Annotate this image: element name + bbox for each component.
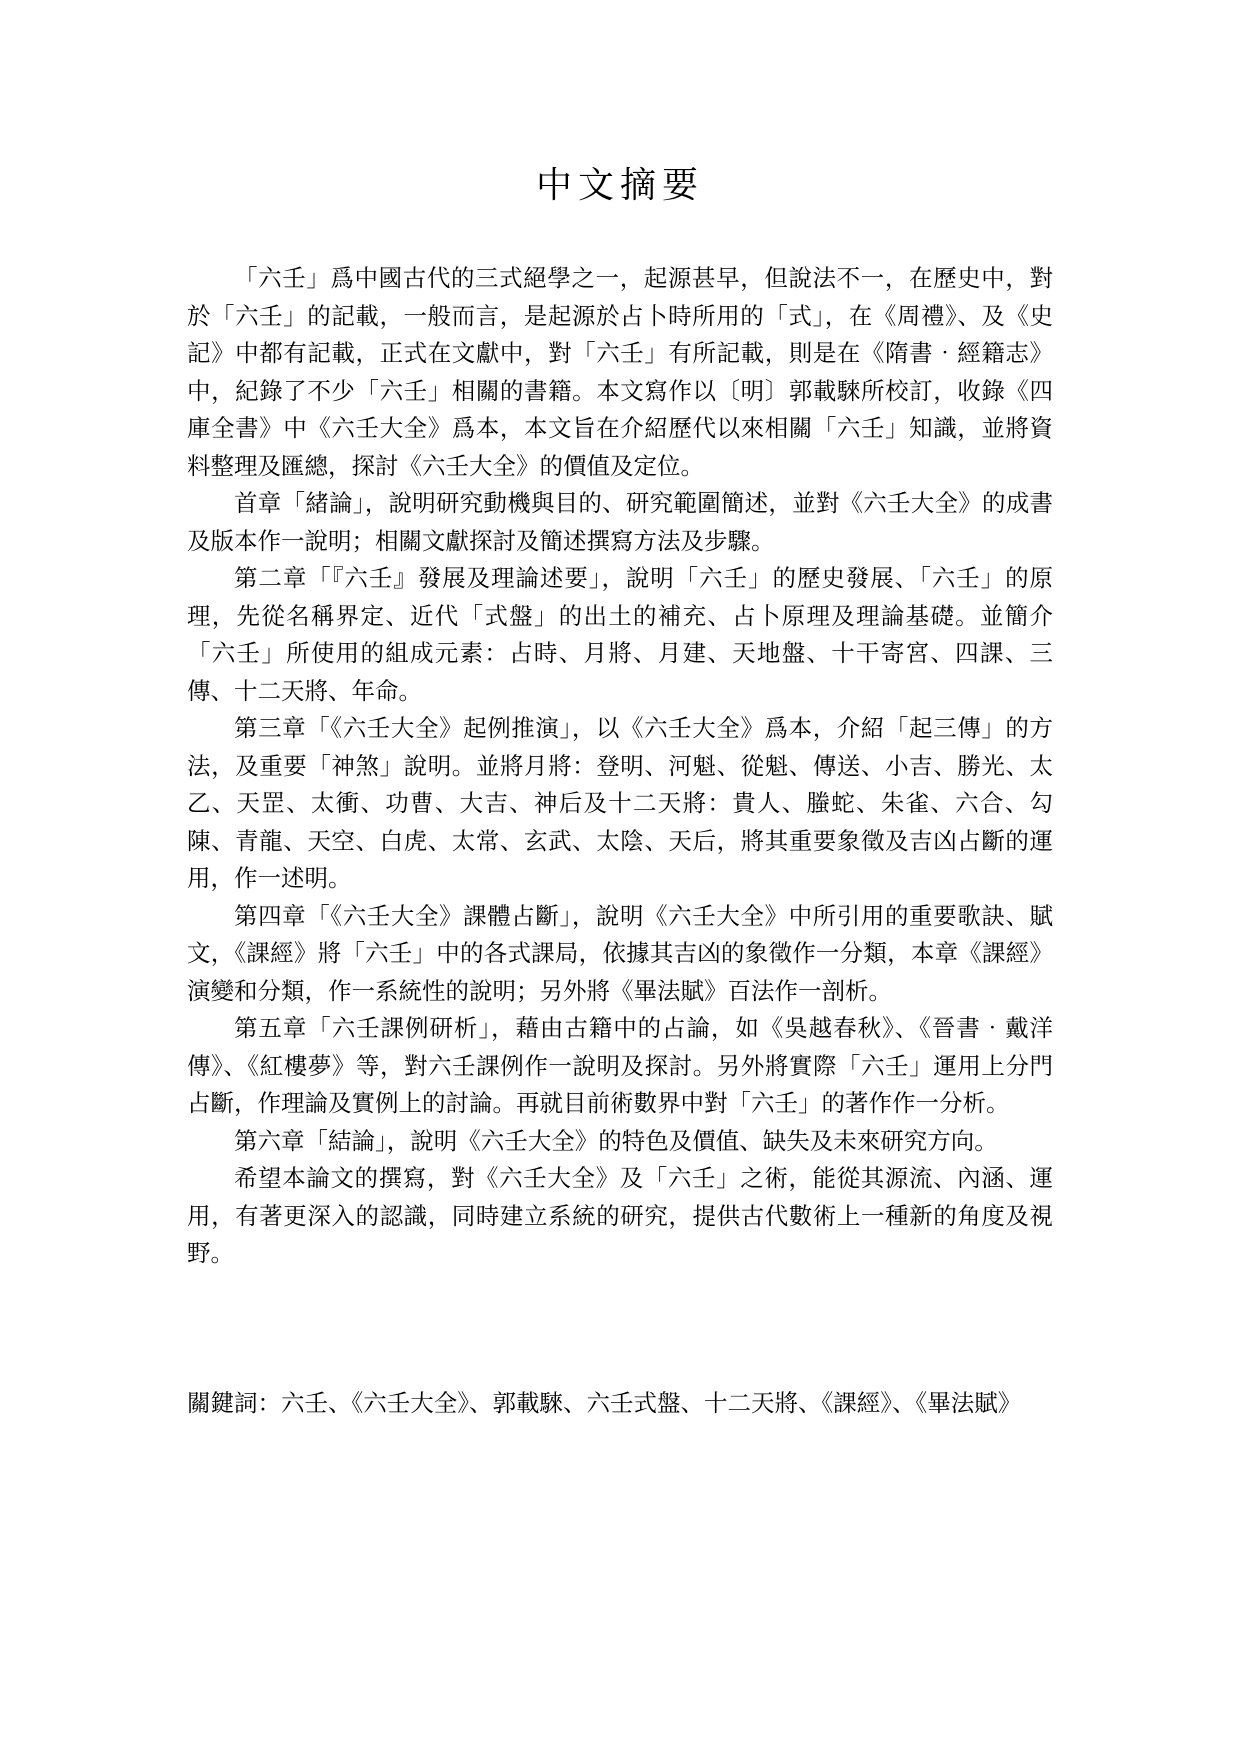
abstract-paragraph-chapter-3: 第三章「《六壬大全》起例推演」，以《六壬大全》爲本，介紹「起三傳」的方法，及重要「神煞」說明。並將月將：登明、河魁、從魁、傳送、小吉、勝光、太乙、天罡、太衝、功曹、大吉、神后及十二天將：貴人、螣蛇、朱雀、六合、勾陳、青龍、天空、白虎、太常、玄武、太陰、天后，將其重要象徵及吉凶占斷的運用，作一述明。	[187, 714, 1053, 892]
keywords-line: 關鍵詞：六壬、《六壬大全》、郭載騋、六壬式盤、十二天將、《課經》、《畢法賦》	[187, 1389, 1022, 1417]
abstract-paragraph-chapter-6: 第六章「結論」，說明《六壬大全》的特色及價值、缺失及未來研究方向。	[234, 1126, 998, 1155]
page-title: 中文摘要	[535, 165, 704, 206]
abstract-paragraph-closing: 希望本論文的撰寫，對《六壬大全》及「六壬」之術，能從其源流、內涵、運用，有著更深入的認識，同時建立系統的研究，提供古代數術上一種新的角度及視野。	[187, 1164, 1053, 1267]
abstract-paragraph-chapter-1: 首章「緒論」，說明研究動機與目的、研究範圍簡述，並對《六壬大全》的成書及版本作一說明；相關文獻探討及簡述撰寫方法及步驟。	[187, 489, 1053, 555]
abstract-paragraph-chapter-2: 第二章「『六壬』發展及理論述要」，說明「六壬」的歷史發展、「六壬」的原理，先從名稱界定、近代「式盤」的出土的補充、占卜原理及理論基礎。並簡介「六壬」所使用的組成元素：占時、月將、月建、天地盤、十干寄宮、四課、三傳、十二天將、年命。	[187, 564, 1053, 705]
abstract-body	[187, 260, 1053, 1273]
abstract-paragraph-intro: 「六壬」爲中國古代的三式絕學之一，起源甚早，但說法不一，在歷史中，對於「六壬」的記載，一般而言，是起源於占卜時所用的「式」，在《周禮》、及《史記》中都有記載，正式在文獻中，對「六壬」有所記載，則是在《隋書‧經籍志》中，紀錄了不少「六壬」相關的書籍。本文寫作以〔明〕郭載騋所校訂，收錄《四庫全書》中《六壬大全》爲本，本文旨在介紹歷代以來相關「六壬」知識，並將資料整理及匯總，探討《六壬大全》的價值及定位。	[187, 264, 1053, 480]
abstract-paragraph-chapter-5: 第五章「六壬課例研析」，藉由古籍中的占論，如《吳越春秋》、《晉書‧戴洋傳》、《紅樓夢》等，對六壬課例作一說明及探討。另外將實際「六壬」運用上分門占斷，作理論及實例上的討論。再就目前術數界中對「六壬」的著作作一分析。	[187, 1014, 1053, 1117]
abstract-paragraph-chapter-4: 第四章「《六壬大全》課體占斷」，說明《六壬大全》中所引用的重要歌訣、賦文，《課經》將「六壬」中的各式課局，依據其吉凶的象徵作一分類，本章《課經》演變和分類，作一系統性的說明；另外將《畢法賦》百法作一剖析。	[187, 901, 1053, 1005]
